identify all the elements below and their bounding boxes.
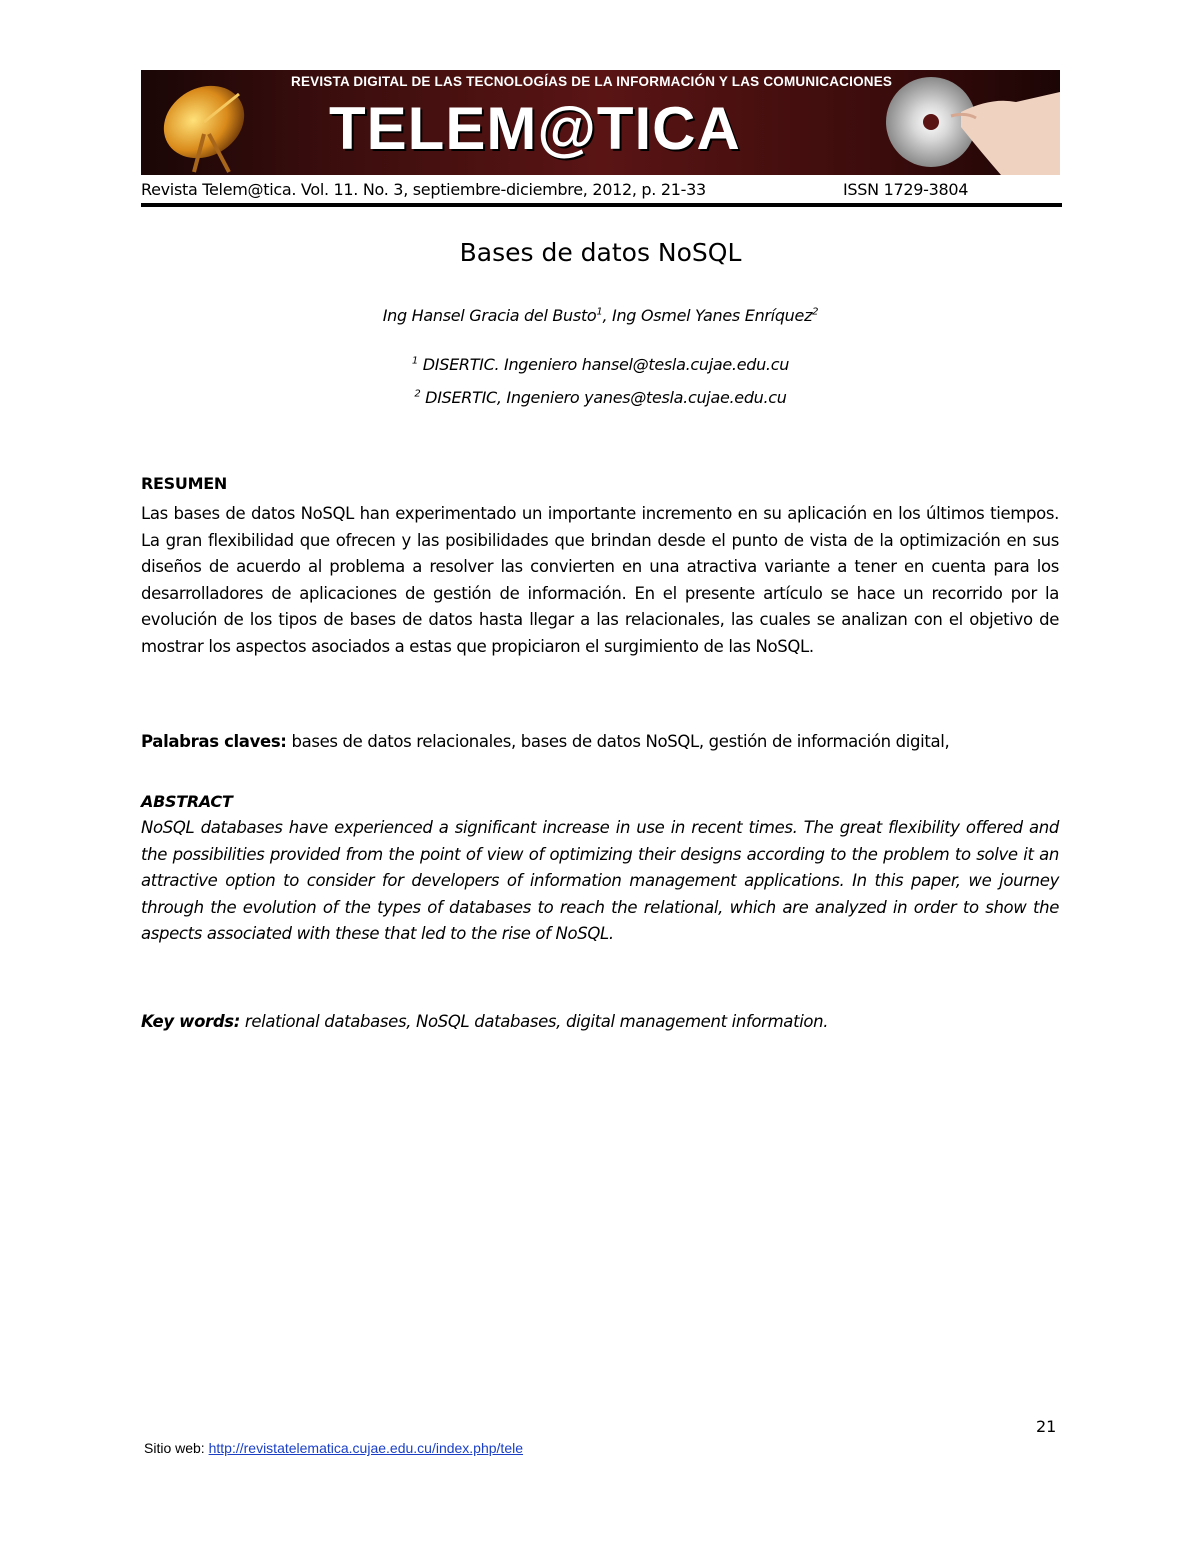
author-1: Ing Hansel Gracia del Busto: [382, 306, 597, 325]
affiliation-2-text: DISERTIC, Ingeniero yanes@tesla.cujae.edu.cu: [420, 388, 787, 407]
resumen-text: Las bases de datos NoSQL han experimentado un importante incremento en su aplicación en los últimos tiempos. La gran flexibilidad que ofrecen y las posibilidades que brindan desde el punto de vista de la optimización en sus diseños de acuerdo al problema a resolver las convierten en una atractiva variante a tener en cuenta para los desarrolladores de aplicaciones de gestión de información. En el presente artículo se hace un recorrido por la evolución de los tipos de bases de datos hasta llegar a las relacionales, las cuales se analizan con el objetivo de mostrar los aspectos asociados a estas que propiciaron el surgimiento de las NoSQL.: [141, 504, 1059, 656]
author-line: [141, 306, 1060, 325]
paper-title: Bases de datos NoSQL: [459, 238, 742, 267]
key-words-text: relational databases, NoSQL databases, digital management information.: [240, 1012, 829, 1031]
header-rule: [141, 203, 1062, 207]
banner-top-text: REVISTA DIGITAL DE LAS TECNOLOGÍAS DE LA INFORMACIÓN Y LAS COMUNICACIONES: [291, 74, 893, 89]
journal-banner: [141, 70, 1060, 175]
author-1-sup: 1: [596, 306, 603, 318]
author-2-sup: 2: [812, 306, 819, 318]
affiliation-1: [141, 355, 1060, 374]
palabras-claves: [141, 729, 1059, 756]
key-words: [141, 1009, 1059, 1036]
satellite-dish-icon: [149, 74, 269, 174]
journal-citation: Revista Telem@tica. Vol. 11. No. 3, septiembre-diciembre, 2012, p. 21-33: [141, 180, 706, 199]
footer: [144, 1440, 523, 1456]
footer-label: Sitio web:: [144, 1440, 209, 1456]
journal-issn: ISSN 1729-3804: [843, 180, 969, 199]
banner-logo: TELEM@TICA: [329, 95, 741, 162]
author-2: Ing Osmel Yanes Enríquez: [612, 306, 813, 325]
abstract-text: NoSQL databases have experienced a significant increase in use in recent times. The great flexibility offered and the possibilities provided from the point of view of optimizing their designs according to the problem to solve it an attractive option to consider for developers of information management applications. In this paper, we journey through the evolution of the types of databases to reach the relational, which are analyzed in order to show the aspects associated with these that led to the rise of NoSQL.: [141, 818, 1059, 943]
affiliation-2: [141, 388, 1060, 407]
affiliation-2-sup: 2: [414, 388, 421, 400]
author-separator: ,: [602, 306, 613, 325]
affiliation-1-sup: 1: [411, 355, 418, 367]
abstract-heading: ABSTRACT: [141, 792, 233, 811]
cd-hand-icon: [841, 72, 1060, 175]
journal-citation-line: [141, 178, 1060, 202]
palabras-text: bases de datos relacionales, bases de datos NoSQL, gestión de información digital,: [286, 732, 950, 751]
page-number: 21: [1036, 1417, 1057, 1436]
affiliation-1-text: DISERTIC. Ingeniero hansel@tesla.cujae.edu.cu: [417, 355, 790, 374]
footer-website-link[interactable]: http://revistatelematica.cujae.edu.cu/index.php/tele: [208, 1440, 524, 1456]
resumen-heading: RESUMEN: [141, 474, 227, 493]
key-words-label: Key words:: [141, 1012, 241, 1031]
palabras-label: Palabras claves:: [141, 732, 287, 751]
